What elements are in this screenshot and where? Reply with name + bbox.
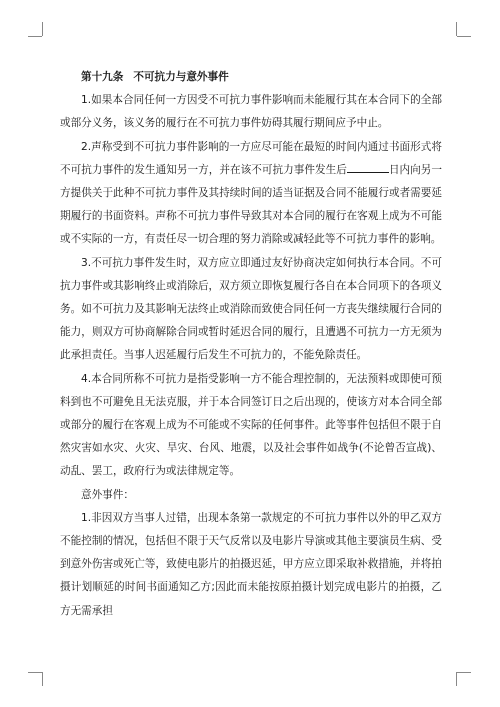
article-heading	[60, 66, 442, 89]
article-title: 不可抗力与意外事件	[133, 71, 229, 83]
fill-in-blank	[347, 162, 389, 173]
crop-mark-bottom-right-h	[457, 672, 471, 673]
document-body	[60, 66, 442, 623]
paragraph-2-before: 2.声称受到不可抗力事件影响的一方应尽可能在最短的时间内通过书面形式将不可抗力事件的发生通知另一方，并在该不可抗力事件发生后	[60, 140, 442, 176]
crop-mark-bottom-left-h	[28, 672, 42, 673]
crop-mark-top-right-h	[457, 36, 471, 37]
paragraph-2-after: 日内向另一方提供关于此种不可抗力事件及其持续时间的适当证据及合同不能履行或者需要延期履行的书面资料。声称不可抗力事件导致其对本合同的履行在客观上成为不可能或不实际的一方，有责任尽一切合理的努力消除或减轻此等不可抗力事件的影响。	[60, 163, 442, 246]
crop-mark-top-right-v	[456, 22, 457, 36]
paragraph-4: 4.本合同所称不可抗力是指受影响一方不能合理控制的，无法预料或即使可预料到也不可避免且无法克服，并于本合同签订日之后出现的，使该方对本合同全部或部分的履行在客观上成为不可能或不实际的任何事件。此等事件包括但不限于自然灾害如水灾、火灾、旱灾、台风、地震，以及社会事件如战争(不论曾否宣战)、动乱、罢工，政府行为或法律规定等。	[60, 372, 442, 478]
paragraph-3: 3.不可抗力事件发生时，双方应立即通过友好协商决定如何执行本合同。不可抗力事件或其影响终止或消除后，双方须立即恢复履行各自在本合同项下的各项义务。如不可抗力及其影响无法终止或消除而致使合同任何一方丧失继续履行合同的能力，则双方可协商解除合同或暂时延迟合同的履行，且遭遇不可抗力一方无须为此承担责任。当事人迟延履行后发生不可抗力的，不能免除责任。	[60, 256, 442, 362]
paragraph-5: 1.非因双方当事人过错，出现本条第一款规定的不可抗力事件以外的甲乙双方不能控制的情况，包括但不限于天气反常以及电影片导演或其他主要演员生病、受到意外伤害或死亡等，致使电影片的拍摄迟延，甲方应立即采取补救措施，并将拍摄计划顺延的时间书面通知乙方;因此而未能按原拍摄计划完成电影片的拍摄，乙方无需承担	[60, 511, 442, 617]
paragraph-2	[60, 136, 442, 252]
crop-mark-top-left-h	[28, 36, 42, 37]
crop-mark-bottom-right-v	[456, 672, 457, 686]
crop-mark-top-left-v	[42, 22, 43, 36]
section-label-accidents: 意外事件：	[81, 488, 134, 501]
article-number: 第十九条	[81, 71, 124, 83]
paragraph-1: 1.如果本合同任何一方因受不可抗力事件影响而未能履行其在本合同下的全部或部分义务，该义务的履行在不可抗力事件妨碍其履行期间应予中止。	[60, 94, 442, 130]
crop-mark-bottom-left-v	[42, 672, 43, 686]
